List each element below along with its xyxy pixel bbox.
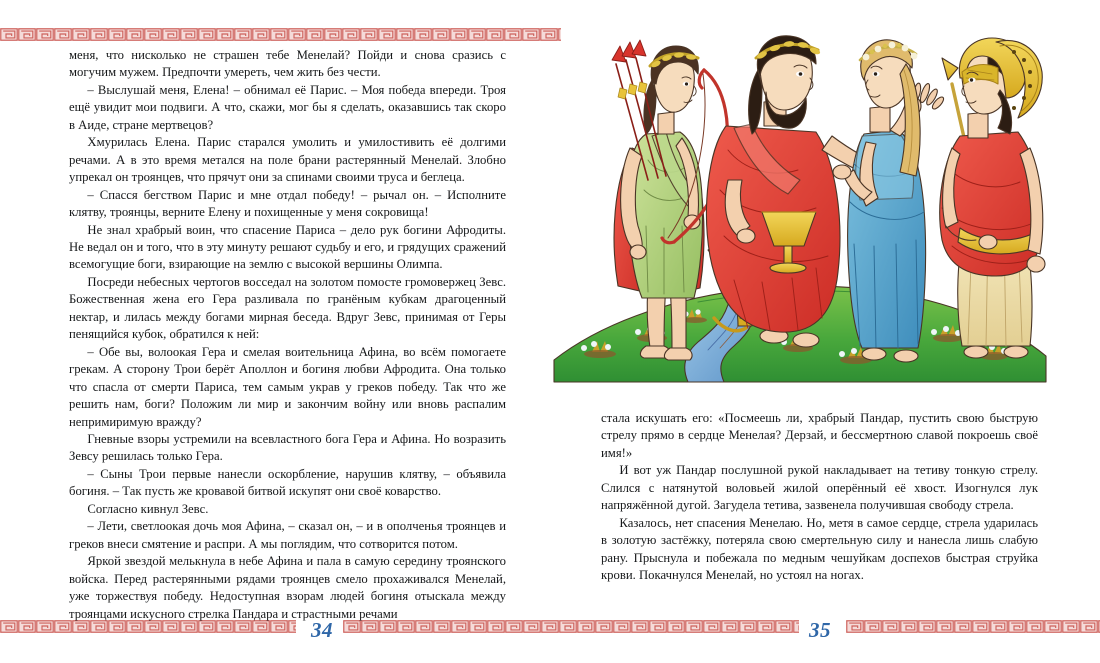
illustration-gods-on-olympus xyxy=(548,30,1052,394)
right-page-text-column xyxy=(601,410,1038,585)
paragraph: Не знал храбрый воин, что спасение Париса – дело рук богини Афродиты. Не ведал он и того, что в эту минуту решают судьбу и его, и грядущих сражений всемогущие боги, взирающие на землю с высокой вершины Олимпа. xyxy=(69,222,506,272)
paragraph: стала искушать его: «Посмеешь ли, храбрый Пандар, пустить свою быструю стрелу прямо в сердце Менелая? Дерзай, и бессмертною славой покроешь своё имя!» xyxy=(601,411,1038,460)
paragraph: Согласно кивнул Зевс. xyxy=(87,501,209,516)
page-number-right: 35 xyxy=(809,618,831,642)
page-number-left: 34 xyxy=(311,618,333,642)
paragraph: Хмурилась Елена. Парис старался умолить и умилостивить её долгими речами. А в это время метался на поле брани растерянный Менелай. Злобно упрекал он троянцев, что прячут они за спинами своими труса и беглеца. xyxy=(69,135,506,185)
paragraph: – Лети, светлоокая дочь моя Афина, – сказал он, – и в ополченья троянцев и греков внеси смятение и распри. А мы поглядим, что сотворится потом. xyxy=(69,519,506,551)
paragraph: – Сыны Трои первые нанесли оскорбление, нарушив клятву, – объявила богиня. – Так пусть же кровавой битвой искупят они своё коварство. xyxy=(69,466,506,499)
paragraph: – Выслушай меня, Елена! – обнимал её Парис. – Моя победа впереди. Троя ещё увидит мои подвиги. А что, скажи, мог бы я сделать, оказавшись так скоро в Аиде, стране мертвецов? xyxy=(69,82,506,132)
paragraph: И вот уж Пандар послушной рукой накладывает на тетиву тонкую стрелу. Слился с натянутой воловьей жилой оперённый её хвост. Изогнулся лук напряжённой дугой. Загудела тетива, зазвенела получившая свободу стрела. xyxy=(601,463,1038,513)
left-page-text-column xyxy=(69,47,506,623)
paragraph: меня, что нисколько не страшен тебе Менелай? Пойди и снова сразись с могучим мужем. Предпочти умереть, чем жить без чести. xyxy=(69,48,506,80)
paragraph: – Обе вы, волоокая Гера и смелая воительница Афина, во всём помогаете грекам. А сторону Трои берёт Аполлон и богиня любви Афродита. Она только что спасла от смерти Париса, тем самым украв у греков победу. Так что же решить нам, боги? Положим ли мир и закончим войну или вновь распалим непримиримую вражду? xyxy=(69,344,506,429)
paragraph: Гневные взоры устремили на всевластного бога Гера и Афина. Но возразить Зевсу решилась только Гера. xyxy=(69,431,506,464)
paragraph: Казалось, нет спасения Менелаю. Но, метя в самое сердце, стрела ударилась в золотую застёжку, потеряла свою смертельную силу и нанесла лишь слабую рану. Прыснула и побежала по медным чешуйкам доспехов быстрая струйка крови. Покачнулся Менелай, но устоял на ногах. xyxy=(601,515,1038,583)
paragraph: – Спасся бегством Парис и мне отдал победу! – рычал он. – Исполните клятву, троянцы, верните Елену и похищенные у меня сокровища! xyxy=(69,187,506,220)
paragraph: Посреди небесных чертогов восседал на золотом помосте громовержец Зевс. Божественная жена его Гера разливала по гранёным кубкам драгоценный нектар, и лилась между богами мирная беседа. Вдруг Зевс, принимая от Геры пенящийся кубок, обратился к ней: xyxy=(69,274,506,342)
paragraph: Яркой звездой мелькнула в небе Афина и пала в самую середину троянского войска. Перед растерянными рядами троянцев смело прохаживался Менелай, уже торжествуя победу. Недоступная взорам людей богиня отыскала между троянцами искусного стрелка Пандара и страстными речами xyxy=(69,554,506,621)
